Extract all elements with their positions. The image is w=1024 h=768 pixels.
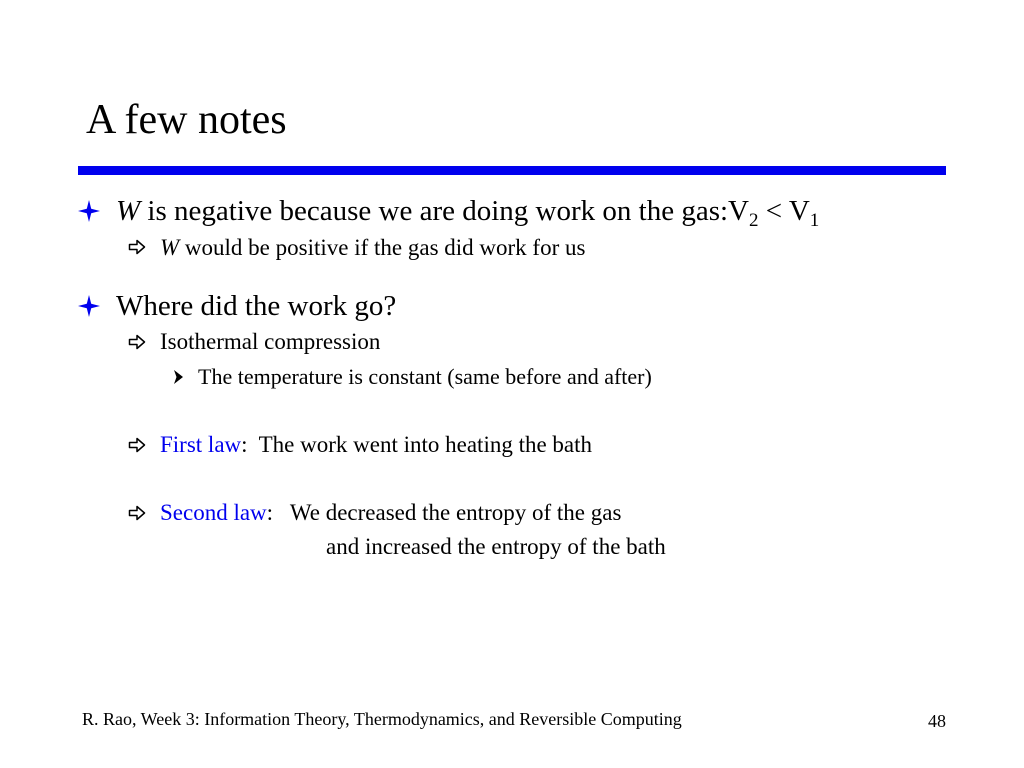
bullet-where-work: Where did the work go? — [116, 290, 397, 322]
second-law-continuation: and increased the entropy of the bath — [326, 534, 666, 559]
bullet-text: is negative because we are doing work on the gas:V — [140, 195, 749, 227]
sub-bullet-text: would be positive if the gas did work for us — [179, 235, 586, 260]
page-number: 48 — [928, 711, 946, 731]
bullet-text-middle: < V — [758, 195, 810, 227]
hollow-arrow-right-icon — [128, 334, 146, 350]
subscript: 1 — [809, 210, 820, 231]
first-law-label: First law — [160, 432, 242, 457]
bullet-w-negative — [116, 193, 819, 229]
footer-text: R. Rao, Week 3: Information Theory, Thermodynamics, and Reversible Computing — [82, 709, 682, 729]
first-law-text: : The work went into heating the bath — [241, 432, 593, 457]
sub-sub-bullet-temperature: The temperature is constant (same before and after) — [198, 364, 652, 389]
hollow-arrow-right-icon — [128, 437, 146, 453]
sub-bullet-first-law — [160, 430, 592, 460]
title-underline-bar — [78, 166, 946, 175]
sub-bullet-second-law — [160, 498, 621, 528]
four-point-star-icon — [78, 295, 100, 317]
sub-bullet-isothermal: Isothermal compression — [160, 329, 381, 354]
second-law-text: : We decreased the entropy of the gas — [266, 500, 622, 525]
hollow-arrow-right-icon — [128, 239, 146, 255]
subscript: 2 — [748, 210, 759, 231]
variable-w: W — [116, 195, 141, 227]
four-point-star-icon — [78, 200, 100, 222]
slide-title: A few notes — [86, 97, 287, 143]
hollow-arrow-right-icon — [128, 505, 146, 521]
sub-bullet-w-positive — [160, 233, 585, 263]
second-law-label: Second law — [160, 500, 267, 525]
triangle-right-icon — [172, 369, 184, 385]
variable-w: W — [160, 235, 180, 260]
